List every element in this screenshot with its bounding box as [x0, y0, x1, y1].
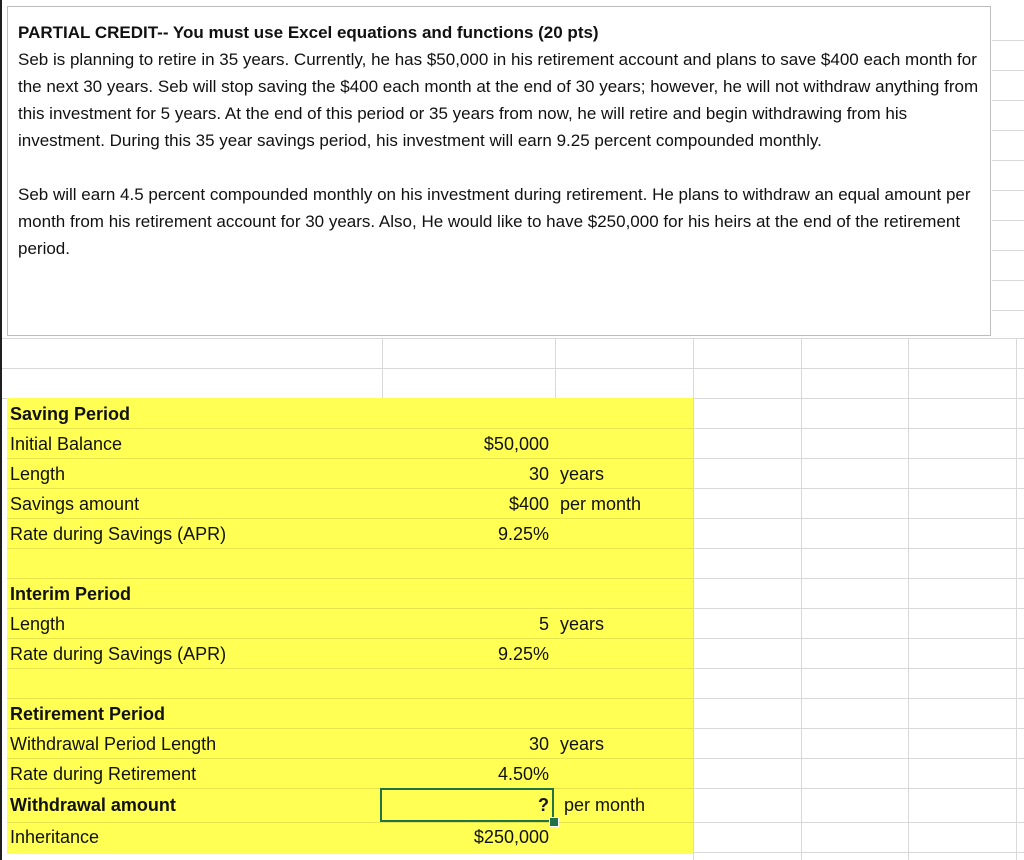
gridline — [7, 428, 693, 429]
gridline — [7, 458, 693, 459]
gridline — [992, 310, 1024, 311]
gridline — [7, 488, 693, 489]
gridline — [693, 578, 1024, 579]
saving-rate-value[interactable]: 9.25% — [497, 524, 549, 544]
savings-amount-label[interactable]: Savings amount — [10, 494, 140, 514]
inheritance-value[interactable]: $250,000 — [473, 827, 549, 847]
gridline — [693, 428, 1024, 429]
gridline — [992, 70, 1024, 71]
saving-length-label[interactable]: Length — [10, 464, 66, 484]
gridline — [693, 728, 1024, 729]
retirement-rate-label[interactable]: Rate during Retirement — [10, 764, 197, 784]
gridline — [693, 668, 1024, 669]
gridline — [693, 458, 1024, 459]
problem-paragraph-1: Seb is planning to retire in 35 years. Currently, he has $50,000 in his retirement account and plans to save $400 each month for the next 30 years. Seb will stop saving the $400 each month at the end of 30 years; however, he will not withdraw anything from this investment for 5 years. At the end of this period or 35 years from now, he will retire and begin withdrawing from his investment. During this 35 year savings period, his investment will earn 9.25 percent compounded monthly. — [18, 50, 979, 150]
withdrawal-amount-cell-selected[interactable] — [380, 788, 554, 822]
gridline — [7, 668, 693, 669]
gridline — [7, 578, 693, 579]
gridline — [7, 548, 693, 549]
gridline — [7, 698, 693, 699]
savings-amount-value[interactable]: $400 — [508, 494, 549, 514]
withdrawal-length-label[interactable]: Withdrawal Period Length — [10, 734, 217, 754]
saving-rate-label[interactable]: Rate during Savings (APR) — [10, 524, 227, 544]
gridline — [693, 518, 1024, 519]
saving-length-value[interactable]: 30 — [528, 464, 549, 484]
gridline — [801, 338, 802, 860]
gridline — [7, 788, 693, 789]
withdrawal-length-unit[interactable]: years — [560, 734, 605, 754]
problem-text-box[interactable] — [7, 6, 991, 336]
gridline — [693, 338, 694, 860]
gridline — [992, 250, 1024, 251]
gridline — [7, 822, 693, 823]
gridline — [7, 638, 693, 639]
gridline — [693, 698, 1024, 699]
gridline — [693, 608, 1024, 609]
gridline — [7, 608, 693, 609]
initial-balance-value[interactable]: $50,000 — [483, 434, 549, 454]
gridline — [693, 822, 1024, 823]
withdrawal-amount-value[interactable]: ? — [538, 795, 549, 815]
gridline — [382, 338, 383, 398]
inheritance-label[interactable]: Inheritance — [10, 827, 100, 847]
gridline — [992, 130, 1024, 131]
interim-rate-value[interactable]: 9.25% — [497, 644, 549, 664]
initial-balance-label[interactable]: Initial Balance — [10, 434, 123, 454]
retirement-period-header[interactable]: Retirement Period — [10, 704, 166, 724]
gridline — [908, 338, 909, 860]
gridline — [693, 852, 1024, 853]
saving-length-unit[interactable]: years — [560, 464, 605, 484]
gridline — [693, 488, 1024, 489]
interim-rate-label[interactable]: Rate during Savings (APR) — [10, 644, 227, 664]
interim-length-label[interactable]: Length — [10, 614, 66, 634]
retirement-rate-value[interactable]: 4.50% — [497, 764, 549, 784]
gridline — [992, 100, 1024, 101]
problem-paragraph-2: Seb will earn 4.5 percent compounded monthly on his investment during retirement. He plans to withdraw an equal amount per month from his retirement account for 30 years. Also, He would like to have $250,000 for his heirs at the end of the retirement period. — [18, 185, 971, 258]
interim-period-header[interactable]: Interim Period — [10, 584, 132, 604]
gridline — [693, 788, 1024, 789]
gridline — [992, 160, 1024, 161]
row-header-edge — [0, 0, 2, 860]
gridline — [555, 338, 556, 398]
gridline — [7, 728, 693, 729]
gridline — [693, 638, 1024, 639]
gridline — [992, 190, 1024, 191]
gridline — [0, 368, 1024, 369]
gridline — [693, 548, 1024, 549]
gridline — [992, 280, 1024, 281]
interim-length-unit[interactable]: years — [560, 614, 605, 634]
fill-handle[interactable] — [549, 817, 559, 827]
withdrawal-amount-label[interactable]: Withdrawal amount — [10, 795, 176, 815]
gridline — [992, 40, 1024, 41]
gridline — [992, 220, 1024, 221]
gridline — [1016, 338, 1017, 860]
gridline — [7, 518, 693, 519]
interim-length-value[interactable]: 5 — [538, 614, 549, 634]
problem-title: PARTIAL CREDIT-- You must use Excel equations and functions (20 pts) — [18, 23, 599, 42]
savings-amount-unit[interactable]: per month — [560, 494, 642, 514]
withdrawal-amount-unit[interactable]: per month — [564, 795, 646, 815]
gridline — [0, 338, 1024, 339]
gridline — [7, 758, 693, 759]
gridline — [693, 758, 1024, 759]
saving-period-header[interactable]: Saving Period — [10, 404, 131, 424]
withdrawal-length-value[interactable]: 30 — [528, 734, 549, 754]
